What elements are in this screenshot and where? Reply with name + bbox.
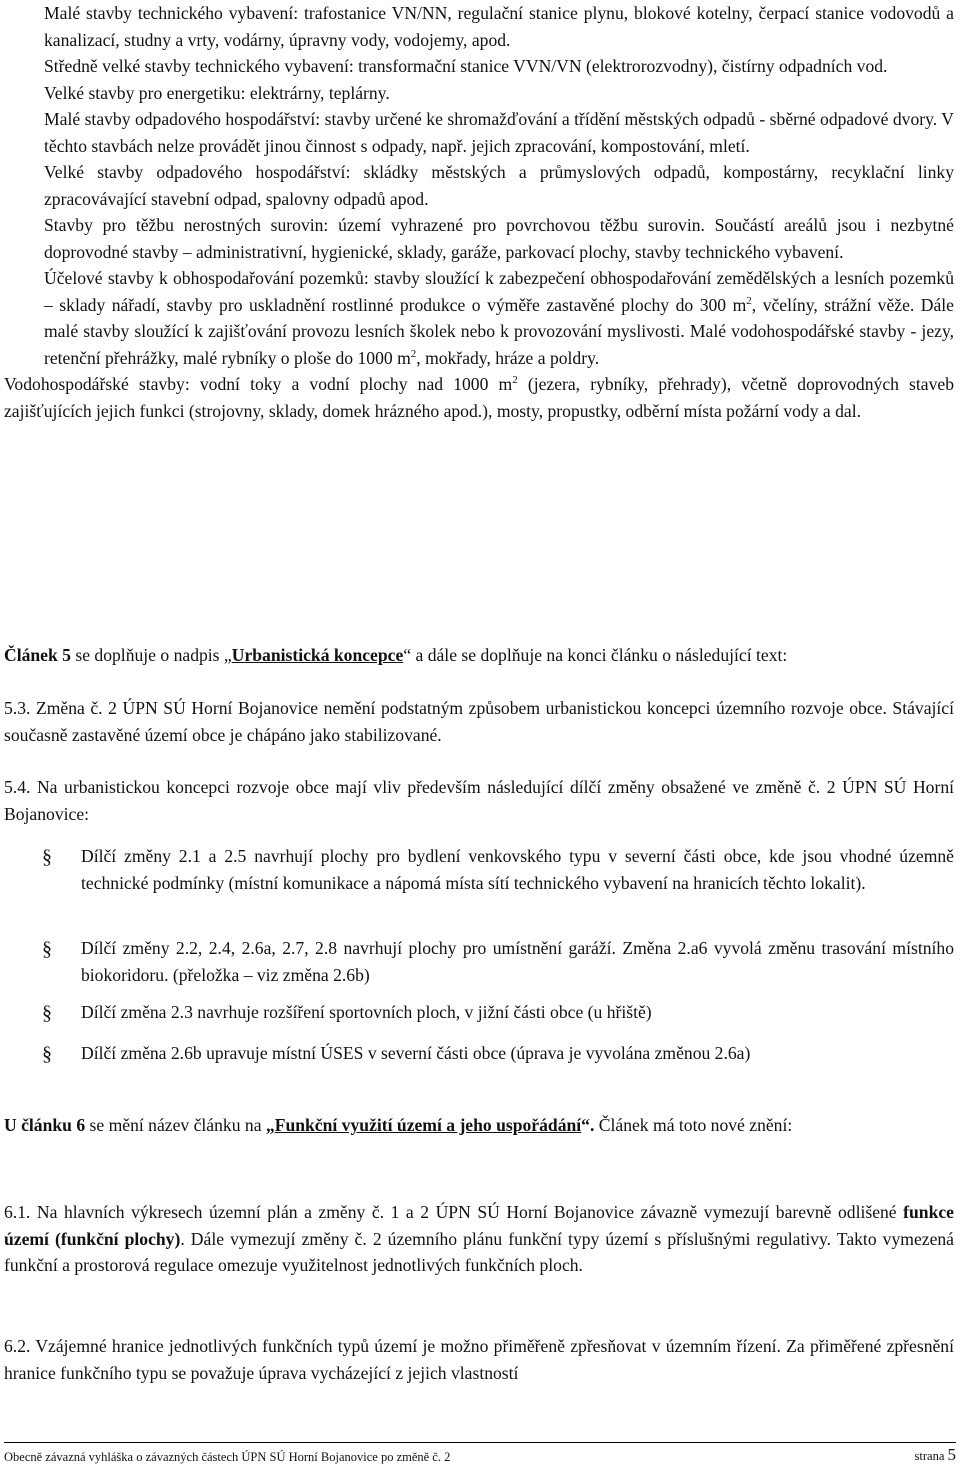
list-item: § Dílčí změna 2.3 navrhuje rozšíření sportovních ploch, v jižní části obce (u hřiště) <box>42 1002 652 1024</box>
list-item: § Dílčí změny 2.2, 2.4, 2.6a, 2.7, 2.8 navrhují plochy pro umístnění garáží. Změna 2.a6 vyvolá změnu trasování místního biokoridoru. (přeložka – viz změna 2.6b) <box>42 938 954 985</box>
article-5-title: Urbanistická koncepce <box>231 645 404 665</box>
paragraph-small-technical: Malé stavby technického vybavení: trafostanice VN/NN, regulační stanice plynu, blokové kotelny, čerpací stanice vodovodů a kanalizací, studny a vrty, vodárny, úpravny vody, vodojemy, apod. <box>44 3 954 50</box>
definitions-block <box>4 0 954 424</box>
section-6-2: 6.2. Vzájemné hranice jednotlivých funkčních typů území je možno přiměřeně zpřesňovat v územním řízení. Za přiměřené zpřesnění hranice funkčního typu se považuje úprava vycházející z jejich vlastností <box>4 1336 954 1383</box>
paragraph-energy: Velké stavby pro energetiku: elektrárny, teplárny. <box>44 82 390 103</box>
page-footer <box>4 1442 956 1467</box>
article-5-label: Článek 5 <box>4 645 71 665</box>
paragraph-large-waste: Velké stavby odpadového hospodářství: skládky městských a průmyslových odpadů, kompostárny, recyklační linky zpracovávající stavební odpad, spalovny odpadů apod. <box>44 162 954 209</box>
section-sign-icon: § <box>42 1002 52 1024</box>
section-6-1: 6.1. Na hlavních výkresech územní plán a změny č. 1 a 2 ÚPN SÚ Horní Bojanovice závazně vymezují barevně odlišené funkce území (funkční plochy). Dále vymezují změny č. 2 územního plánu funkční typy území s příslušnými regulativy. Takto vymezená funkční a prostorová regulace omezuje využitelnost jednotlivých funkčních ploch. <box>4 1202 954 1275</box>
section-5-4: 5.4. Na urbanistickou koncepci rozvoje obce mají vliv především následující dílčí změny obsažené ve změně č. 2 ÚPN SÚ Horní Bojanovice: <box>4 777 954 824</box>
bullet-list <box>4 843 954 896</box>
article-6-title: Funkční využití území a jeho uspořádání <box>274 1115 582 1135</box>
paragraph-medium-technical: Středně velké stavby technického vybavení: transformační stanice VVN/VN (elektrorozvodny), čistírny odpadních vod. <box>44 56 888 76</box>
paragraph-mining: Stavby pro těžbu nerostných surovin: území vyhrazené pro povrchovou těžbu surovin. Součástí areálů jsou i nezbytné doprovodné stavby – administrativní, hygienické, sklady, garáže, parkovací plochy, stavby technického vybavení. <box>44 215 954 262</box>
section-sign-icon: § <box>42 846 52 868</box>
article-6-heading: U článku 6 se mění název článku na „Funkční využití území a jeho uspořádání“. Článek má toto nové znění: <box>4 1115 793 1135</box>
footer-document-title: Obecně závazná vyhláška o závazných částech ÚPN SÚ Horní Bojanovice po změně č. 2 <box>4 1450 451 1464</box>
paragraph-small-waste: Malé stavby odpadového hospodářství: stavby určené ke shromažďování a třídění městských odpadů - sběrné odpadové dvory. V těchto stavbách nelze provádět jinou činnost s odpady, např. jejich zpracování, kompostování, mletí. <box>44 109 954 156</box>
article-6-label: U článku 6 <box>4 1115 86 1135</box>
list-item: § Dílčí změny 2.1 a 2.5 navrhují plochy pro bydlení venkovského typu v severní části obce, kde jsou vhodné územně technické podmínky (místní komunikace a nápomá místa sítí technického vybavení na hranicích těchto lokalit). <box>42 846 954 893</box>
page-number: strana 5 <box>914 1445 956 1464</box>
list-item: § Dílčí změna 2.6b upravuje místní ÚSES v severní části obce (úprava je vyvolána změnou 2.6a) <box>42 1043 751 1065</box>
section-sign-icon: § <box>42 938 52 960</box>
article-5-heading: Článek 5 se doplňuje o nadpis „Urbanistická koncepce“ a dále se doplňuje na konci článku o následující text: <box>4 645 788 665</box>
section-5-3: 5.3. Změna č. 2 ÚPN SÚ Horní Bojanovice nemění podstatným způsobem urbanistickou koncepci územního rozvoje obce. Stávající současně zastavěné území obce je chápáno jako stabilizované. <box>4 698 954 745</box>
paragraph-land-management: Účelové stavby k obhospodařování pozemků: stavby sloužící k zabezpečení obhospodařování zemědělských a lesních pozemků – sklady nářadí, stavby pro uskladnění rostlinné produkce o výměře zastavěné plochy do 300 $m^2$, včelíny, strážní věže. Dále malé stavby sloužící k zajišťování provozu lesních školek nebo k provozování myslivosti. Malé vodohospodářské stavby - jezy, retenční přehrážky, malé rybníky o ploše do 1000 $m^2$, mokřady, hráze a poldry. <box>44 268 954 368</box>
paragraph-water-management: Vodohospodářské stavby: vodní toky a vodní plochy nad 1000 $m^2$ (jezera, rybníky, přehrady), včetně doprovodných staveb zajišťujících jejich funkci (strojovny, sklady, domek hrázného apod.), mosty, propustky, odběrní místa požární vody a dal. <box>4 374 954 421</box>
section-sign-icon: § <box>42 1043 52 1065</box>
